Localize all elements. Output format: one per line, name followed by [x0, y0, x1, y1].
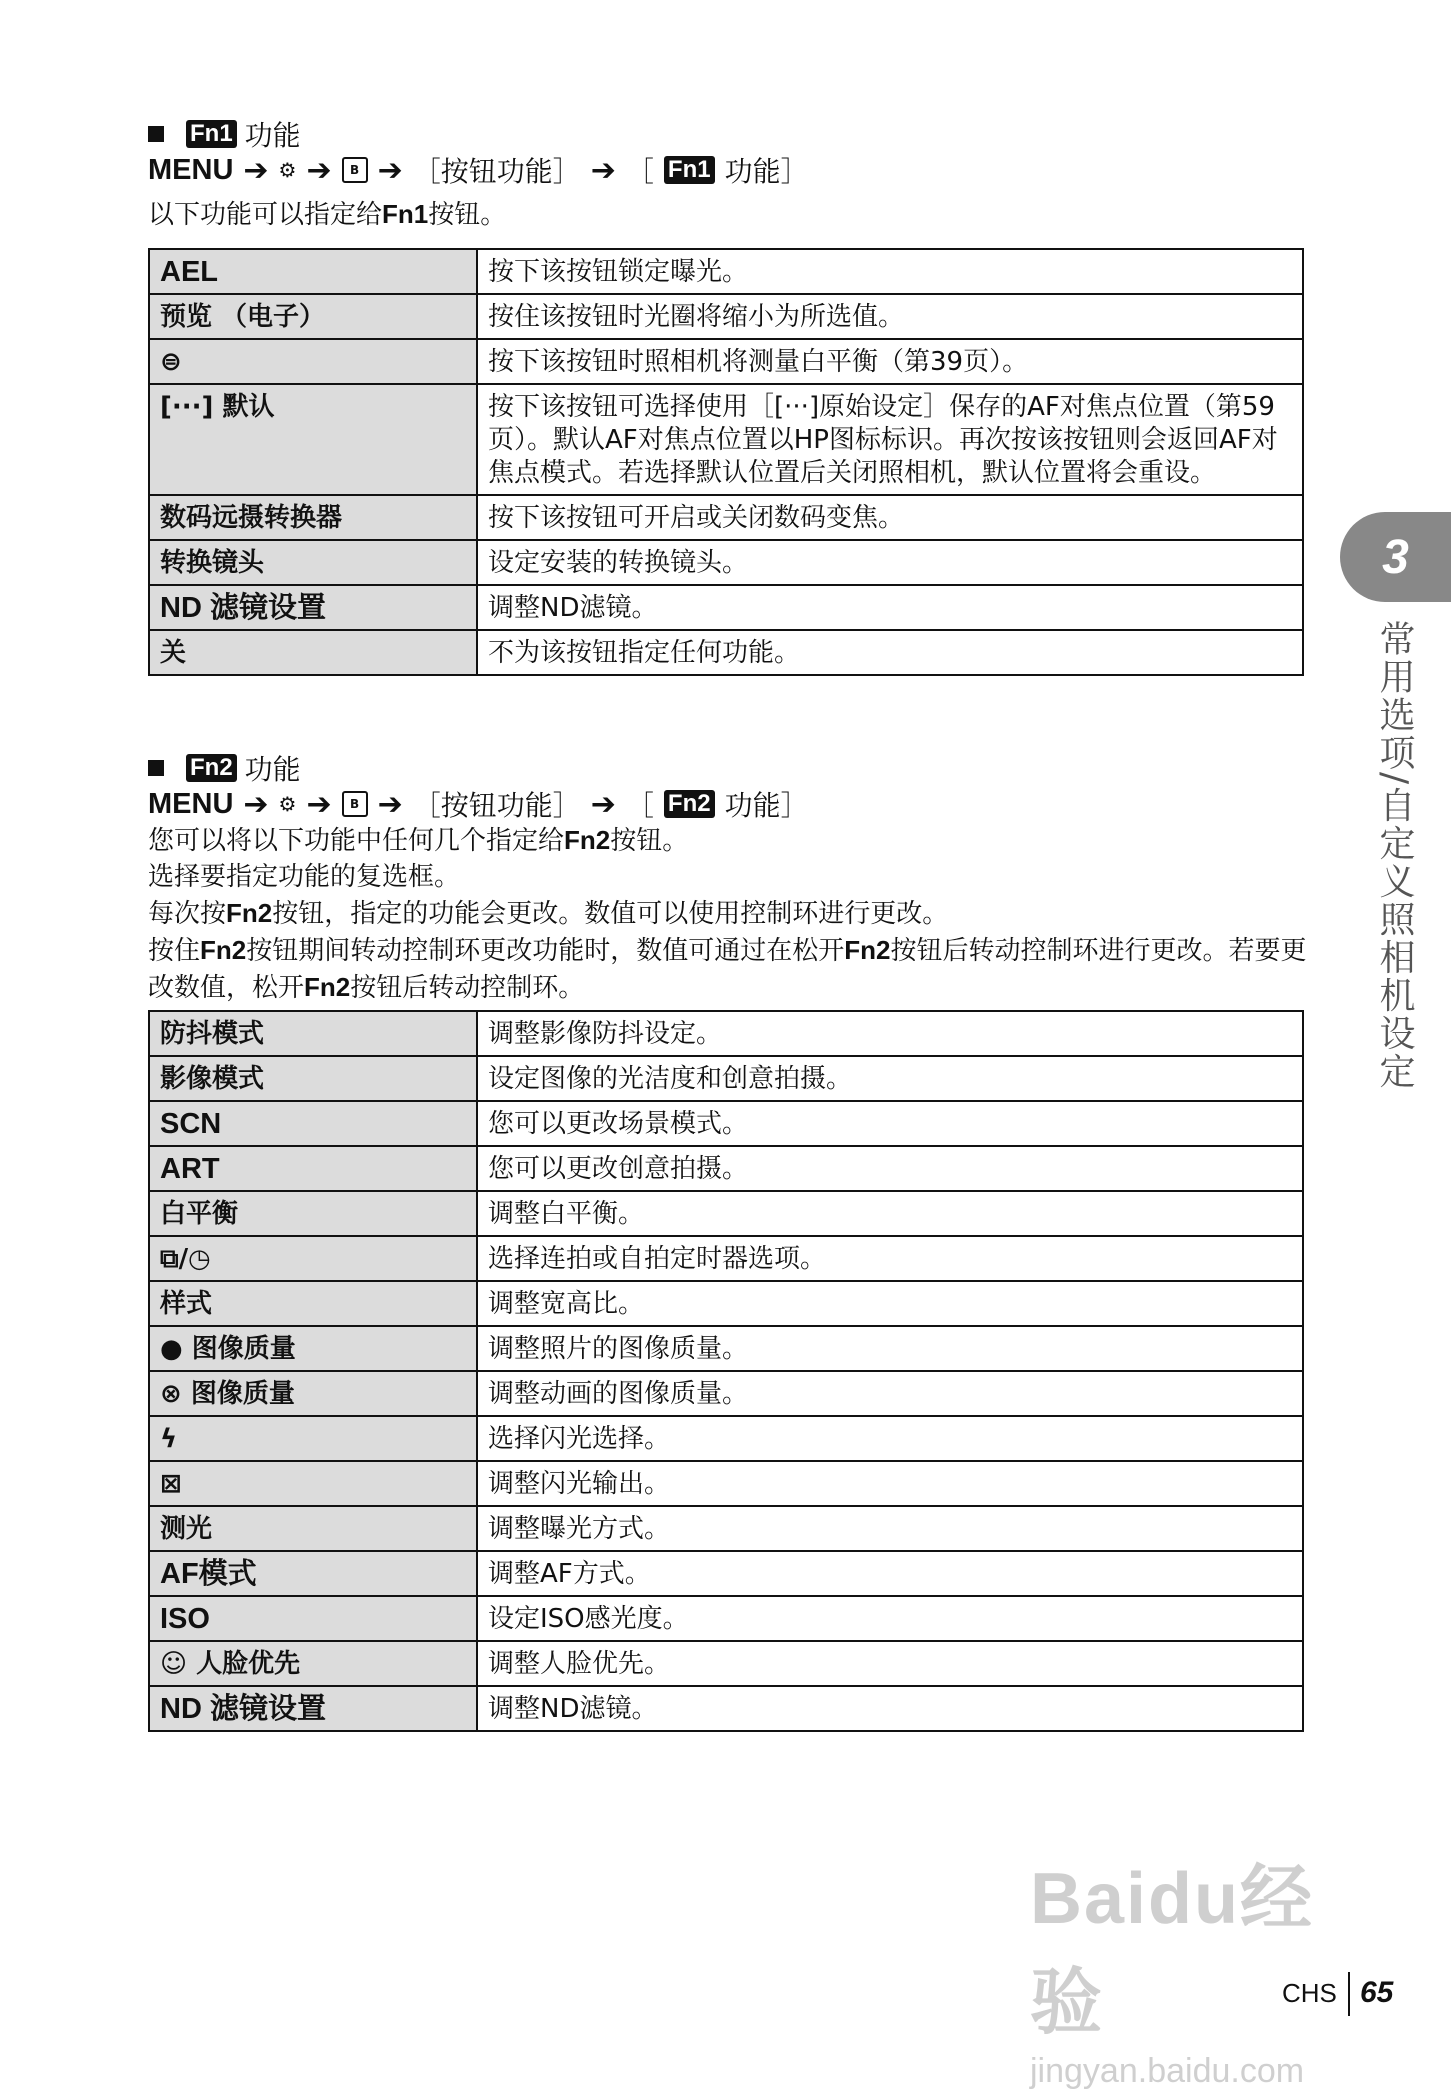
table-row — [149, 1686, 1303, 1731]
intro-text: 每次按 — [148, 899, 227, 929]
chapter-title: 常用选项/自定义照相机设定 — [1374, 620, 1415, 1091]
function-description-cell: 调整AF方式。 — [477, 1551, 1303, 1596]
function-name-cell: ϟ — [149, 1416, 477, 1461]
fn2-function-label: 功能］ — [724, 789, 809, 822]
function-name-cell: ● 图像质量 — [149, 1326, 477, 1371]
table-row — [149, 1641, 1303, 1686]
fn1-function-label: 功能］ — [724, 155, 809, 188]
function-name-cell: ART — [149, 1146, 477, 1191]
arrow-right-icon: ➔ — [590, 152, 616, 188]
function-description-cell: 调整闪光输出。 — [477, 1461, 1303, 1506]
function-description-cell: 您可以更改创意拍摄。 — [477, 1146, 1303, 1191]
table-row — [149, 1011, 1303, 1056]
function-name-cell: ⊠ — [149, 1461, 477, 1506]
chapter-number: 3 — [1382, 530, 1409, 584]
table-row — [149, 630, 1303, 675]
section2-intro — [148, 822, 1308, 1006]
square-bullet-icon — [148, 126, 164, 142]
function-name-cell: ⊗ 图像质量 — [149, 1371, 477, 1416]
fn2-label: Fn2 — [226, 898, 273, 928]
function-name-cell: 关 — [149, 630, 477, 675]
function-name-cell: ☺ 人脸优先 — [149, 1641, 477, 1686]
section1-menu-path — [148, 150, 809, 190]
section2-heading — [148, 748, 301, 788]
intro-line-1 — [148, 822, 1308, 859]
table-row — [149, 1146, 1303, 1191]
arrow-right-icon: ➔ — [243, 786, 269, 822]
fn1-label: Fn1 — [382, 199, 429, 229]
function-description-cell: 按下该按钮锁定曝光。 — [477, 249, 1303, 294]
table-row — [149, 540, 1303, 585]
section2-title: 功能 — [244, 753, 301, 786]
function-name-cell: SCN — [149, 1101, 477, 1146]
intro-text: 按钮。 — [428, 200, 507, 230]
section1-heading — [148, 114, 301, 154]
custom-menu-gear-icon: ⚙ — [278, 158, 297, 182]
menu-label: MENU — [148, 787, 234, 820]
function-description-cell: 选择闪光选择。 — [477, 1416, 1303, 1461]
fn1-function-table — [148, 248, 1304, 676]
function-description-cell: 不为该按钮指定任何功能。 — [477, 630, 1303, 675]
intro-text: 按钮后转动控制环。 — [350, 973, 585, 1003]
fn2-label: Fn2 — [844, 935, 891, 965]
button-function-label: ［按钮功能］ — [412, 789, 581, 822]
function-name-cell: ND 滤镜设置 — [149, 585, 477, 630]
function-name-cell: ⊜ — [149, 339, 477, 384]
fn2-function-table — [148, 1010, 1304, 1732]
function-description-cell: 按下该按钮可选择使用［[···]原始设定］保存的AF对焦点位置（第59页）。默认AF对焦点位置以HP图标标识。再次按该按钮则会返回AF对焦点模式。若选择默认位置后关闭照相机，默认位置将会重设。 — [477, 384, 1303, 495]
fn1-badge: Fn1 — [664, 156, 715, 184]
fn2-label: Fn2 — [564, 825, 611, 855]
function-description-cell: 按住该按钮时光圈将缩小为所选值。 — [477, 294, 1303, 339]
table-row — [149, 1326, 1303, 1371]
table-row — [149, 495, 1303, 540]
function-description-cell: 您可以更改场景模式。 — [477, 1101, 1303, 1146]
watermark-url: jingyan.baidu.com — [1030, 2052, 1305, 2090]
function-description-cell: 调整影像防抖设定。 — [477, 1011, 1303, 1056]
fn2-label: Fn2 — [200, 935, 247, 965]
arrow-right-icon: ➔ — [243, 152, 269, 188]
fn2-badge: Fn2 — [186, 754, 237, 782]
table-row — [149, 1191, 1303, 1236]
function-name-cell: 白平衡 — [149, 1191, 477, 1236]
function-description-cell: 调整照片的图像质量。 — [477, 1326, 1303, 1371]
intro-text: 按钮，指定的功能会更改。数值可以使用控制环进行更改。 — [272, 899, 949, 929]
function-name-cell: 样式 — [149, 1281, 477, 1326]
square-bullet-icon — [148, 760, 164, 776]
table-row — [149, 1101, 1303, 1146]
table-row — [149, 1596, 1303, 1641]
table-row — [149, 1281, 1303, 1326]
function-name-cell: AF模式 — [149, 1551, 477, 1596]
intro-text: 按住 — [148, 936, 201, 966]
table-row — [149, 249, 1303, 294]
function-description-cell: 设定安装的转换镜头。 — [477, 540, 1303, 585]
page-number: 65 — [1360, 1976, 1394, 2009]
arrow-right-icon: ➔ — [377, 786, 403, 822]
function-description-cell: 调整ND滤镜。 — [477, 1686, 1303, 1731]
function-description-cell: 调整白平衡。 — [477, 1191, 1303, 1236]
function-description-cell: 调整人脸优先。 — [477, 1641, 1303, 1686]
function-description-cell: 设定图像的光洁度和创意拍摄。 — [477, 1056, 1303, 1101]
intro-text: 您可以将以下功能中任何几个指定给 — [148, 826, 565, 856]
table-row — [149, 1416, 1303, 1461]
table-row — [149, 1551, 1303, 1596]
table-row — [149, 294, 1303, 339]
intro-text: 按钮期间转动控制环更改功能时，数值可通过在松开 — [246, 936, 845, 966]
table-row — [149, 1236, 1303, 1281]
function-name-cell: 数码远摄转换器 — [149, 495, 477, 540]
function-name-cell: 防抖模式 — [149, 1011, 477, 1056]
footer-divider — [1348, 1972, 1350, 2016]
arrow-right-icon: ➔ — [306, 152, 332, 188]
footer-language: CHS — [1282, 1978, 1337, 2008]
intro-text: 选择要指定功能的复选框。 — [148, 862, 461, 892]
intro-text: 按钮。 — [610, 826, 689, 856]
function-description-cell: 调整动画的图像质量。 — [477, 1371, 1303, 1416]
menu-label: MENU — [148, 153, 234, 186]
function-name-cell: ND 滤镜设置 — [149, 1686, 477, 1731]
function-name-cell: 预览 （电子） — [149, 294, 477, 339]
arrow-right-icon: ➔ — [377, 152, 403, 188]
table-row — [149, 1461, 1303, 1506]
section1-title: 功能 — [244, 119, 301, 152]
custom-tab-b-icon: B — [342, 157, 368, 183]
table-row — [149, 1506, 1303, 1551]
function-name-cell: AEL — [149, 249, 477, 294]
function-description-cell: 按下该按钮可开启或关闭数码变焦。 — [477, 495, 1303, 540]
function-name-cell: ⧉/◷ — [149, 1236, 477, 1281]
fn1-badge: Fn1 — [186, 120, 237, 148]
watermark-logo: Baidu经验 — [1030, 1859, 1315, 2043]
intro-text: 以下功能可以指定给 — [148, 200, 383, 230]
intro-line-3 — [148, 895, 1308, 932]
function-name-cell: 影像模式 — [149, 1056, 477, 1101]
custom-tab-b-icon: B — [342, 791, 368, 817]
function-description-cell: 调整ND滤镜。 — [477, 585, 1303, 630]
function-description-cell: 调整曝光方式。 — [477, 1506, 1303, 1551]
bracket-open: ［ — [625, 155, 654, 188]
section1-intro — [148, 196, 1308, 233]
intro-text: 按钮后转动控制环进行更改。若要更改数值，松开 — [148, 936, 1307, 1003]
bracket-open: ［ — [625, 789, 654, 822]
fn2-badge: Fn2 — [664, 790, 715, 818]
table-row — [149, 585, 1303, 630]
function-name-cell: 转换镜头 — [149, 540, 477, 585]
function-description-cell: 调整宽高比。 — [477, 1281, 1303, 1326]
function-description-cell: 选择连拍或自拍定时器选项。 — [477, 1236, 1303, 1281]
function-description-cell: 设定ISO感光度。 — [477, 1596, 1303, 1641]
chapter-tab — [1340, 512, 1451, 602]
intro-line-2 — [148, 859, 1308, 895]
fn2-label: Fn2 — [304, 972, 351, 1002]
function-description-cell: 按下该按钮时照相机将测量白平衡（第39页）。 — [477, 339, 1303, 384]
function-name-cell: [···] 默认 — [149, 384, 477, 495]
section2-menu-path — [148, 784, 809, 824]
intro-long-paragraph — [148, 932, 1308, 1006]
function-name-cell: 测光 — [149, 1506, 477, 1551]
function-name-cell: ISO — [149, 1596, 477, 1641]
custom-menu-gear-icon: ⚙ — [278, 792, 297, 816]
button-function-label: ［按钮功能］ — [412, 155, 581, 188]
table-row — [149, 1371, 1303, 1416]
table-row — [149, 384, 1303, 495]
arrow-right-icon: ➔ — [590, 786, 616, 822]
table-row — [149, 1056, 1303, 1101]
arrow-right-icon: ➔ — [306, 786, 332, 822]
table-row — [149, 339, 1303, 384]
